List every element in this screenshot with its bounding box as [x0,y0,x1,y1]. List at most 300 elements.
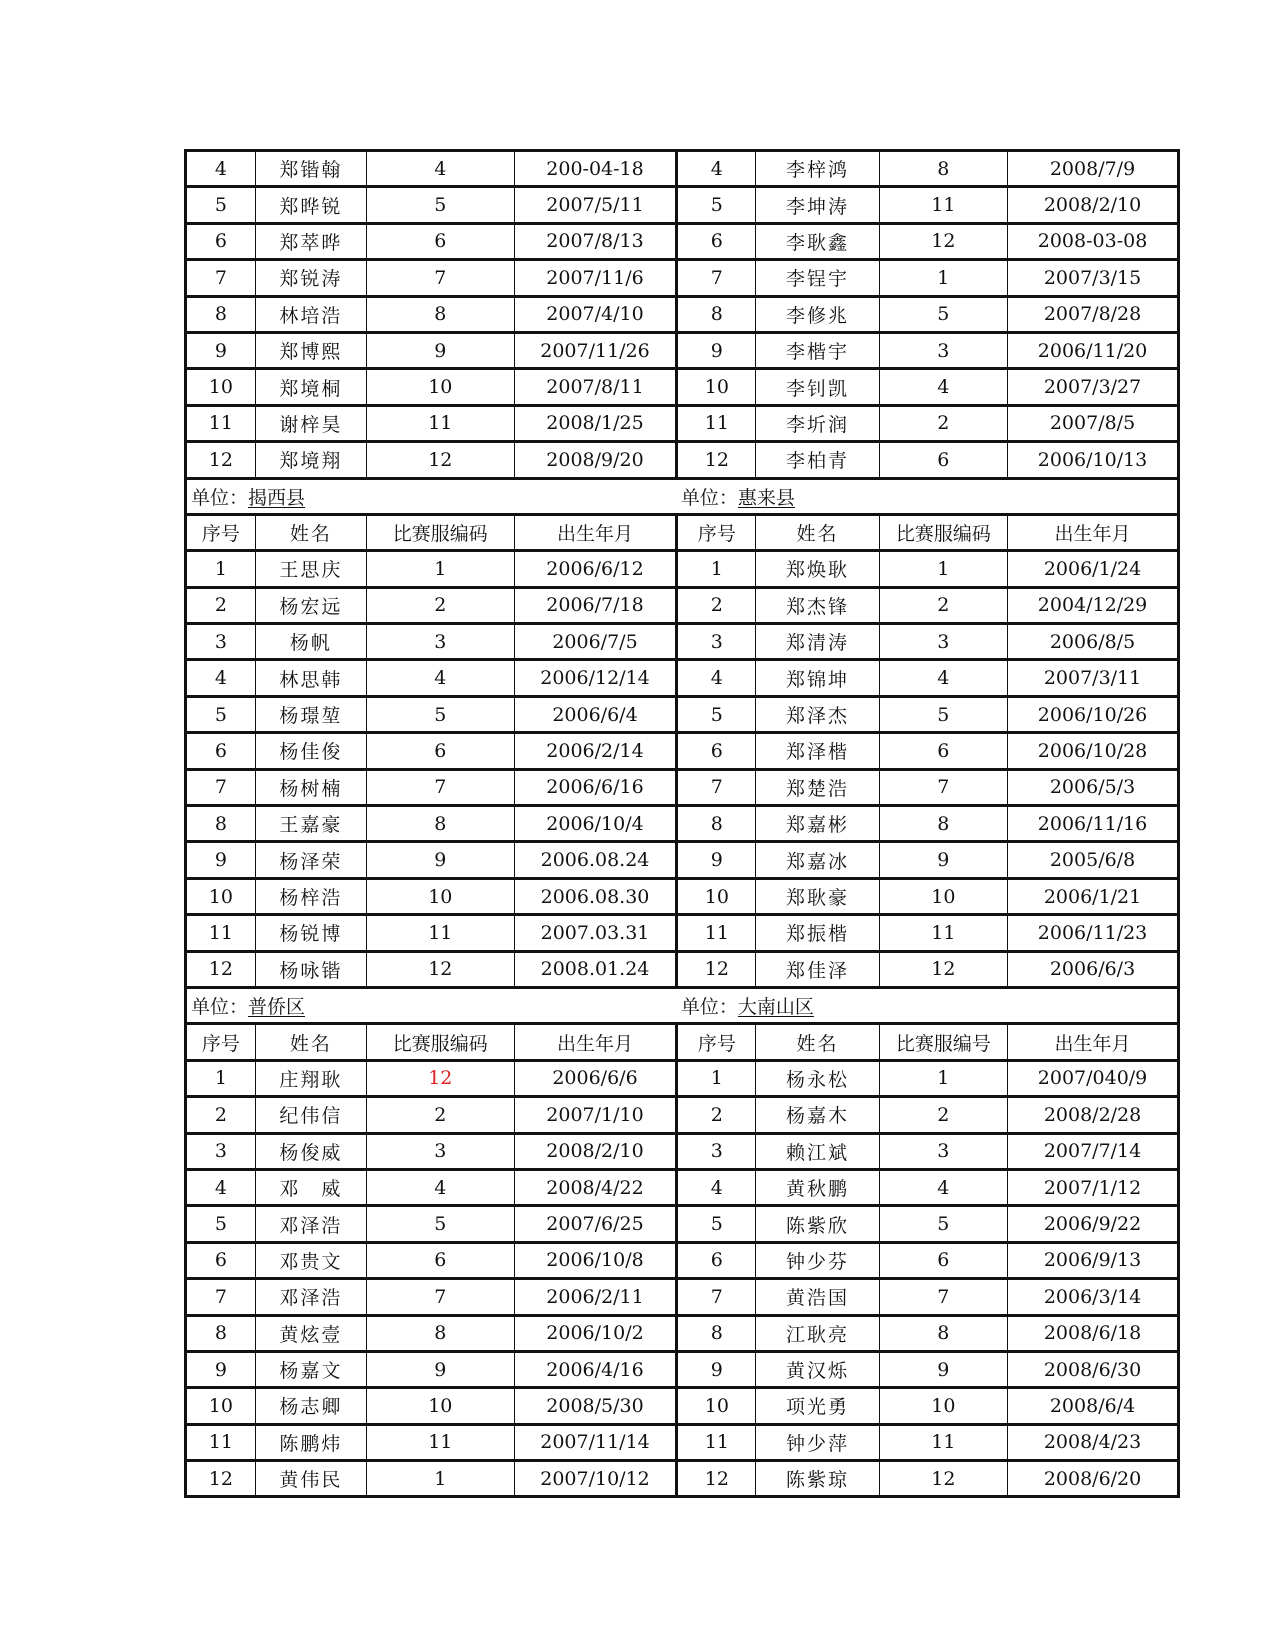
player-name-cell: 杨志卿 [255,1388,366,1424]
table-row [186,1424,1179,1460]
birth-date-cell: 2008-03-08 [1008,223,1179,259]
birth-date-cell: 2008/1/25 [514,405,677,441]
jersey-number-cell: 12 [366,442,514,478]
birth-date-cell: 2006/12/14 [514,660,677,696]
serial-number-cell: 6 [677,1242,756,1278]
table-row [186,296,1179,332]
birth-date-cell: 2006/11/23 [1008,915,1179,951]
birth-date-cell: 2006/6/3 [1008,951,1179,987]
player-name-cell: 郑锐涛 [255,260,366,296]
jersey-number-cell: 12 [366,1060,514,1096]
jersey-number-cell: 6 [366,733,514,769]
jersey-number-cell: 10 [366,1388,514,1424]
jersey-number-cell: 8 [879,806,1007,842]
serial-number-cell: 5 [677,187,756,223]
player-name-cell: 李梓鸿 [756,151,879,187]
player-name-cell: 郑焕耿 [756,551,879,587]
birth-date-cell: 2007/7/14 [1008,1133,1179,1169]
player-name-cell: 郑晔锐 [255,187,366,223]
jersey-number-cell: 8 [366,806,514,842]
serial-number-cell: 11 [677,405,756,441]
serial-number-cell: 10 [186,369,256,405]
serial-number-cell: 3 [186,624,256,660]
serial-number-cell: 7 [186,260,256,296]
jersey-number-cell: 12 [879,223,1007,259]
jersey-number-cell: 6 [879,442,1007,478]
unit-prefix: 单位： [680,486,738,509]
serial-number-cell: 9 [186,842,256,878]
table-row [186,187,1179,223]
jersey-number-cell: 11 [366,1424,514,1460]
serial-number-cell: 8 [677,806,756,842]
birth-date-cell: 2006/10/26 [1008,696,1179,732]
player-name-cell: 郑博熙 [255,332,366,368]
jersey-number-cell: 1 [879,551,1007,587]
serial-number-cell: 8 [186,296,256,332]
jersey-number-cell: 11 [879,187,1007,223]
table-row [186,1097,1179,1133]
player-name-cell: 陈鹏炜 [255,1424,366,1460]
table-row [186,260,1179,296]
column-header: 出生年月 [514,1024,677,1060]
table-row [186,151,1179,187]
birth-date-cell: 2006/9/22 [1008,1206,1179,1242]
serial-number-cell: 3 [677,624,756,660]
serial-number-cell: 7 [186,1279,256,1315]
player-name-cell: 李耿鑫 [756,223,879,259]
serial-number-cell: 9 [186,332,256,368]
player-name-cell: 郑泽楷 [756,733,879,769]
player-name-cell: 钟少芬 [756,1242,879,1278]
birth-date-cell: 2007/11/14 [514,1424,677,1460]
unit-name: 普侨区 [248,996,306,1019]
serial-number-cell: 5 [186,187,256,223]
serial-number-cell: 11 [186,405,256,441]
serial-number-cell: 9 [186,1351,256,1387]
table-row [186,1060,1179,1096]
jersey-number-cell: 2 [879,1097,1007,1133]
player-name-cell: 郑境桐 [255,369,366,405]
birth-date-cell: 2008/6/4 [1008,1388,1179,1424]
jersey-number-cell: 2 [366,587,514,623]
birth-date-cell: 2007/8/28 [1008,296,1179,332]
serial-number-cell: 9 [677,332,756,368]
player-name-cell: 杨梓浩 [255,878,366,914]
table-row [186,1461,1179,1497]
player-name-cell: 郑锦坤 [756,660,879,696]
column-header: 出生年月 [1008,1024,1179,1060]
birth-date-cell: 2007.03.31 [514,915,677,951]
jersey-number-cell: 3 [366,1133,514,1169]
jersey-number-cell: 4 [366,660,514,696]
unit-label [677,478,1179,514]
serial-number-cell: 11 [677,915,756,951]
player-name-cell: 黄炫壹 [255,1315,366,1351]
serial-number-cell: 12 [186,1461,256,1497]
player-name-cell: 邓贵文 [255,1242,366,1278]
header-row [186,1024,1179,1060]
column-header: 序号 [186,1024,256,1060]
jersey-number-cell: 3 [366,624,514,660]
jersey-number-cell: 5 [879,296,1007,332]
serial-number-cell: 8 [186,806,256,842]
player-name-cell: 郑嘉彬 [756,806,879,842]
serial-number-cell: 11 [186,1424,256,1460]
birth-date-cell: 2008/2/28 [1008,1097,1179,1133]
player-name-cell: 杨嘉文 [255,1351,366,1387]
serial-number-cell: 7 [677,1279,756,1315]
table-row [186,369,1179,405]
jersey-number-cell: 2 [879,587,1007,623]
player-name-cell: 陈紫琼 [756,1461,879,1497]
birth-date-cell: 2008/6/20 [1008,1461,1179,1497]
birth-date-cell: 2006/11/16 [1008,806,1179,842]
table-row [186,1169,1179,1205]
serial-number-cell: 10 [677,369,756,405]
birth-date-cell: 2007/11/26 [514,332,677,368]
birth-date-cell: 2007/11/6 [514,260,677,296]
serial-number-cell: 12 [186,951,256,987]
serial-number-cell: 1 [677,551,756,587]
birth-date-cell: 2007/1/12 [1008,1169,1179,1205]
player-name-cell: 杨咏锴 [255,951,366,987]
serial-number-cell: 10 [186,878,256,914]
serial-number-cell: 2 [677,1097,756,1133]
jersey-number-cell: 4 [879,1169,1007,1205]
column-header: 出生年月 [1008,514,1179,550]
birth-date-cell: 2006/2/11 [514,1279,677,1315]
player-name-cell: 杨璟堃 [255,696,366,732]
player-name-cell: 郑境翔 [255,442,366,478]
unit-name: 惠来县 [737,486,795,509]
birth-date-cell: 200-04-18 [514,151,677,187]
jersey-number-cell: 10 [366,878,514,914]
player-name-cell: 杨永松 [756,1060,879,1096]
serial-number-cell: 7 [677,260,756,296]
jersey-number-cell: 11 [879,1424,1007,1460]
jersey-number-cell: 6 [879,1242,1007,1278]
player-name-cell: 李坤涛 [756,187,879,223]
column-header: 比赛服编码 [366,1024,514,1060]
jersey-number-cell: 4 [366,151,514,187]
serial-number-cell: 7 [186,769,256,805]
player-name-cell: 郑振楷 [756,915,879,951]
birth-date-cell: 2006/3/14 [1008,1279,1179,1315]
birth-date-cell: 2007/8/13 [514,223,677,259]
player-name-cell: 杨佳俊 [255,733,366,769]
jersey-number-cell: 9 [366,332,514,368]
header-row [186,514,1179,550]
player-name-cell: 郑楚浩 [756,769,879,805]
column-header: 姓名 [255,514,366,550]
birth-date-cell: 2007/6/25 [514,1206,677,1242]
jersey-number-cell: 12 [879,951,1007,987]
player-name-cell: 李修兆 [756,296,879,332]
serial-number-cell: 6 [677,223,756,259]
table-row [186,1315,1179,1351]
table-row [186,951,1179,987]
serial-number-cell: 9 [677,842,756,878]
birth-date-cell: 2005/6/8 [1008,842,1179,878]
serial-number-cell: 10 [186,1388,256,1424]
serial-number-cell: 4 [677,1169,756,1205]
player-name-cell: 郑嘉冰 [756,842,879,878]
serial-number-cell: 9 [677,1351,756,1387]
birth-date-cell: 2006/1/24 [1008,551,1179,587]
player-name-cell: 黄秋鹏 [756,1169,879,1205]
birth-date-cell: 2007/8/11 [514,369,677,405]
column-header: 序号 [677,514,756,550]
player-name-cell: 郑萃晔 [255,223,366,259]
serial-number-cell: 1 [186,551,256,587]
table-row [186,1242,1179,1278]
jersey-number-cell: 1 [366,1461,514,1497]
serial-number-cell: 11 [186,915,256,951]
jersey-number-cell: 5 [879,1206,1007,1242]
serial-number-cell: 12 [677,951,756,987]
table-row [186,1206,1179,1242]
player-name-cell: 纪伟信 [255,1097,366,1133]
player-name-cell: 杨俊威 [255,1133,366,1169]
serial-number-cell: 11 [677,1424,756,1460]
serial-number-cell: 5 [677,1206,756,1242]
player-name-cell: 郑锴翰 [255,151,366,187]
player-name-cell: 杨泽荣 [255,842,366,878]
birth-date-cell: 2006/5/3 [1008,769,1179,805]
player-name-cell: 林培浩 [255,296,366,332]
jersey-number-cell: 4 [879,660,1007,696]
jersey-number-cell: 9 [879,1351,1007,1387]
table-row [186,878,1179,914]
jersey-number-cell: 9 [879,842,1007,878]
column-header: 姓名 [255,1024,366,1060]
jersey-number-cell: 9 [366,842,514,878]
serial-number-cell: 5 [186,1206,256,1242]
player-name-cell: 王嘉豪 [255,806,366,842]
serial-number-cell: 8 [186,1315,256,1351]
column-header: 比赛服编码 [366,514,514,550]
birth-date-cell: 2006/6/12 [514,551,677,587]
jersey-number-cell: 4 [366,1169,514,1205]
unit-prefix: 单位： [191,486,249,509]
jersey-number-cell: 7 [879,769,1007,805]
serial-number-cell: 10 [677,878,756,914]
serial-number-cell: 7 [677,769,756,805]
player-name-cell: 郑杰锋 [756,587,879,623]
serial-number-cell: 5 [677,696,756,732]
birth-date-cell: 2006/10/2 [514,1315,677,1351]
player-name-cell: 郑佳泽 [756,951,879,987]
unit-prefix: 单位： [680,996,738,1019]
table-row [186,1279,1179,1315]
serial-number-cell: 6 [186,1242,256,1278]
player-name-cell: 杨嘉木 [756,1097,879,1133]
serial-number-cell: 4 [677,660,756,696]
jersey-number-cell: 6 [366,223,514,259]
jersey-number-cell: 10 [879,878,1007,914]
jersey-number-cell: 1 [879,260,1007,296]
birth-date-cell: 2007/8/5 [1008,405,1179,441]
serial-number-cell: 1 [677,1060,756,1096]
jersey-number-cell: 7 [366,1279,514,1315]
birth-date-cell: 2008/9/20 [514,442,677,478]
jersey-number-cell: 5 [366,1206,514,1242]
birth-date-cell: 2006/10/28 [1008,733,1179,769]
unit-row [186,478,1179,514]
column-header: 比赛服编号 [879,1024,1007,1060]
jersey-number-cell: 7 [879,1279,1007,1315]
serial-number-cell: 6 [186,733,256,769]
birth-date-cell: 2006/10/13 [1008,442,1179,478]
birth-date-cell: 2006.08.30 [514,878,677,914]
jersey-number-cell: 10 [879,1388,1007,1424]
player-name-cell: 李柏青 [756,442,879,478]
jersey-number-cell: 8 [366,1315,514,1351]
unit-row [186,987,1179,1023]
birth-date-cell: 2006/11/20 [1008,332,1179,368]
table-row [186,332,1179,368]
birth-date-cell: 2006/7/5 [514,624,677,660]
jersey-number-cell: 7 [366,769,514,805]
jersey-number-cell: 10 [366,369,514,405]
birth-date-cell: 2008/2/10 [514,1133,677,1169]
table-row [186,624,1179,660]
birth-date-cell: 2007/3/11 [1008,660,1179,696]
player-name-cell: 李钊凯 [756,369,879,405]
serial-number-cell: 10 [677,1388,756,1424]
table-row [186,660,1179,696]
jersey-number-cell: 8 [879,151,1007,187]
player-name-cell: 邓泽浩 [255,1206,366,1242]
player-name-cell: 林思韩 [255,660,366,696]
player-name-cell: 杨树楠 [255,769,366,805]
column-header: 姓名 [756,514,879,550]
player-name-cell: 庄翔耿 [255,1060,366,1096]
player-name-cell: 李锃宇 [756,260,879,296]
player-name-cell: 郑清涛 [756,624,879,660]
table-row [186,733,1179,769]
jersey-number-cell: 6 [879,733,1007,769]
player-name-cell: 杨宏远 [255,587,366,623]
jersey-number-cell: 1 [366,551,514,587]
unit-label [186,987,677,1023]
player-name-cell: 郑耿豪 [756,878,879,914]
player-name-cell: 黄浩国 [756,1279,879,1315]
column-header: 比赛服编码 [879,514,1007,550]
column-header: 序号 [677,1024,756,1060]
player-name-cell: 陈紫欣 [756,1206,879,1242]
birth-date-cell: 2006.08.24 [514,842,677,878]
table-row [186,842,1179,878]
jersey-number-cell: 1 [879,1060,1007,1096]
birth-date-cell: 2008/2/10 [1008,187,1179,223]
birth-date-cell: 2006/4/16 [514,1351,677,1387]
jersey-number-cell: 3 [879,624,1007,660]
player-name-cell: 钟少萍 [756,1424,879,1460]
birth-date-cell: 2006/6/6 [514,1060,677,1096]
unit-label [186,478,677,514]
birth-date-cell: 2007/3/15 [1008,260,1179,296]
serial-number-cell: 3 [677,1133,756,1169]
birth-date-cell: 2006/2/14 [514,733,677,769]
jersey-number-cell: 5 [366,187,514,223]
serial-number-cell: 12 [677,1461,756,1497]
jersey-number-cell: 5 [366,696,514,732]
unit-name: 揭西县 [248,486,306,509]
serial-number-cell: 6 [186,223,256,259]
player-name-cell: 赖江斌 [756,1133,879,1169]
table-row [186,587,1179,623]
serial-number-cell: 2 [677,587,756,623]
serial-number-cell: 5 [186,696,256,732]
unit-prefix: 单位： [191,996,249,1019]
serial-number-cell: 6 [677,733,756,769]
birth-date-cell: 2007/4/10 [514,296,677,332]
jersey-number-cell: 7 [366,260,514,296]
jersey-number-cell: 11 [366,405,514,441]
jersey-number-cell: 8 [366,296,514,332]
player-name-cell: 杨锐博 [255,915,366,951]
player-name-cell: 邓泽浩 [255,1279,366,1315]
birth-date-cell: 2006/1/21 [1008,878,1179,914]
table-row [186,696,1179,732]
player-name-cell: 黄汉烁 [756,1351,879,1387]
table-row [186,223,1179,259]
serial-number-cell: 3 [186,1133,256,1169]
table-row [186,1351,1179,1387]
roster-table [184,149,1180,1498]
jersey-number-cell: 2 [366,1097,514,1133]
jersey-number-cell: 8 [879,1315,1007,1351]
table-row [186,806,1179,842]
player-name-cell: 王思庆 [255,551,366,587]
birth-date-cell: 2008.01.24 [514,951,677,987]
column-header: 姓名 [756,1024,879,1060]
birth-date-cell: 2007/040/9 [1008,1060,1179,1096]
unit-name: 大南山区 [737,996,814,1019]
birth-date-cell: 2006/10/4 [514,806,677,842]
player-name-cell: 郑泽杰 [756,696,879,732]
player-name-cell: 黄伟民 [255,1461,366,1497]
serial-number-cell: 8 [677,296,756,332]
table-row [186,1133,1179,1169]
birth-date-cell: 2007/5/11 [514,187,677,223]
birth-date-cell: 2008/4/22 [514,1169,677,1205]
birth-date-cell: 2008/5/30 [514,1388,677,1424]
player-name-cell: 杨帆 [255,624,366,660]
jersey-number-cell: 5 [879,696,1007,732]
birth-date-cell: 2006/10/8 [514,1242,677,1278]
player-name-cell: 谢梓昊 [255,405,366,441]
jersey-number-cell: 3 [879,1133,1007,1169]
player-name-cell: 江耿亮 [756,1315,879,1351]
serial-number-cell: 4 [186,1169,256,1205]
serial-number-cell: 2 [186,1097,256,1133]
birth-date-cell: 2006/6/4 [514,696,677,732]
birth-date-cell: 2006/7/18 [514,587,677,623]
table-row [186,769,1179,805]
serial-number-cell: 12 [677,442,756,478]
player-name-cell: 邓 威 [255,1169,366,1205]
birth-date-cell: 2008/6/18 [1008,1315,1179,1351]
column-header: 出生年月 [514,514,677,550]
birth-date-cell: 2006/6/16 [514,769,677,805]
birth-date-cell: 2008/6/30 [1008,1351,1179,1387]
column-header: 序号 [186,514,256,550]
serial-number-cell: 12 [186,442,256,478]
jersey-number-cell: 4 [879,369,1007,405]
serial-number-cell: 1 [186,1060,256,1096]
